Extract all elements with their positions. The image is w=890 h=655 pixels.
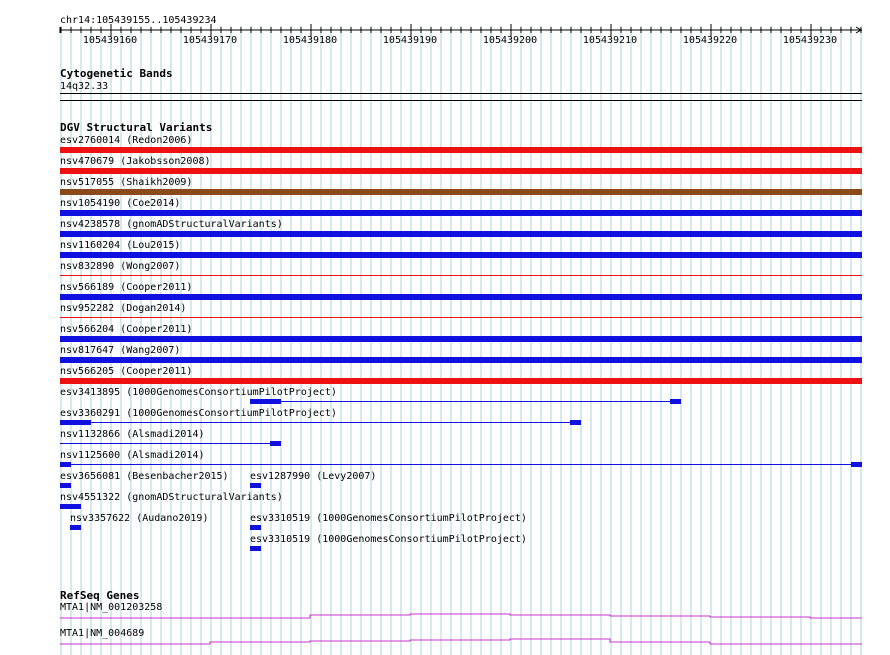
variant-label[interactable]: nsv3357622 (Audano2019) xyxy=(70,513,209,524)
ruler-tick-label: 105439160 xyxy=(82,35,138,46)
ruler-tick-label: 105439200 xyxy=(482,35,538,46)
variant-block[interactable] xyxy=(250,399,281,404)
ruler-tick-label: 105439210 xyxy=(582,35,638,46)
ruler-tick-label: 105439230 xyxy=(782,35,838,46)
variant-bar-blue[interactable] xyxy=(60,231,862,237)
variant-bar-blue[interactable] xyxy=(60,210,862,216)
variant-block[interactable] xyxy=(851,462,862,467)
variant-label[interactable]: esv3310519 (1000GenomesConsortiumPilotProject) xyxy=(250,534,527,545)
gene-model[interactable] xyxy=(0,610,890,622)
variant-label[interactable]: nsv1160204 (Lou2015) xyxy=(60,240,181,251)
refseq-track-title: RefSeq Genes xyxy=(60,589,140,602)
variant-line-red[interactable] xyxy=(60,317,862,318)
variant-connector[interactable] xyxy=(91,422,570,423)
gene-label[interactable]: MTA1|NM_001203258 xyxy=(60,602,163,613)
variant-block[interactable] xyxy=(250,546,261,551)
variant-block[interactable] xyxy=(70,525,81,530)
gene-label[interactable]: MTA1|NM_004689 xyxy=(60,628,145,639)
variant-connector[interactable] xyxy=(281,401,670,402)
variant-label[interactable]: nsv566204 (Cooper2011) xyxy=(60,324,193,335)
ruler-tick-label: 105439180 xyxy=(282,35,338,46)
gene-model[interactable] xyxy=(0,636,890,648)
variant-label[interactable]: nsv470679 (Jakobsson2008) xyxy=(60,156,211,167)
variant-block[interactable] xyxy=(60,483,71,488)
variant-bar-blue[interactable] xyxy=(60,357,862,363)
ruler-tick-label: 105439220 xyxy=(682,35,738,46)
variant-label[interactable]: nsv4238578 (gnomADStructuralVariants) xyxy=(60,219,283,230)
variant-label[interactable]: esv3310519 (1000GenomesConsortiumPilotProject) xyxy=(250,513,527,524)
variant-connector[interactable] xyxy=(71,464,851,465)
variant-label[interactable]: nsv1125600 (Alsmadi2014) xyxy=(60,450,205,461)
variant-label[interactable]: esv3656081 (Besenbacher2015) xyxy=(60,471,229,482)
variant-bar-blue[interactable] xyxy=(60,336,862,342)
variant-block[interactable] xyxy=(250,525,261,530)
variant-label[interactable]: nsv817647 (Wang2007) xyxy=(60,345,181,356)
variant-label[interactable]: nsv952282 (Dogan2014) xyxy=(60,303,187,314)
variant-bar-brown[interactable] xyxy=(60,189,862,195)
variant-block[interactable] xyxy=(570,420,581,425)
variant-label[interactable]: nsv1132866 (Alsmadi2014) xyxy=(60,429,205,440)
variant-label[interactable]: nsv1054190 (Coe2014) xyxy=(60,198,181,209)
variant-block[interactable] xyxy=(60,420,91,425)
cytoband-track-title: Cytogenetic Bands xyxy=(60,67,173,80)
variant-label[interactable]: nsv566189 (Cooper2011) xyxy=(60,282,193,293)
variant-bar-red[interactable] xyxy=(60,378,862,384)
variant-block[interactable] xyxy=(270,441,281,446)
cytoband-line xyxy=(60,93,862,94)
variant-connector[interactable] xyxy=(60,443,270,444)
variant-label[interactable]: nsv832890 (Wong2007) xyxy=(60,261,181,272)
variant-block[interactable] xyxy=(60,462,71,467)
variant-block[interactable] xyxy=(670,399,681,404)
variant-bar-blue[interactable] xyxy=(60,252,862,258)
variant-bar-red[interactable] xyxy=(60,168,862,174)
variant-label[interactable]: esv3360291 (1000GenomesConsortiumPilotProject) xyxy=(60,408,337,419)
variant-block[interactable] xyxy=(250,483,261,488)
variant-label[interactable]: nsv517055 (Shaikh2009) xyxy=(60,177,193,188)
variant-block[interactable] xyxy=(60,504,81,509)
variant-line-red[interactable] xyxy=(60,275,862,276)
ruler-tick-label: 105439190 xyxy=(382,35,438,46)
variant-bar-red[interactable] xyxy=(60,147,862,153)
variant-label[interactable]: nsv566205 (Cooper2011) xyxy=(60,366,193,377)
cytoband-label: 14q32.33 xyxy=(60,81,109,92)
variant-bar-blue[interactable] xyxy=(60,294,862,300)
variant-label[interactable]: esv1287990 (Levy2007) xyxy=(250,471,377,482)
track-separator xyxy=(60,100,862,101)
dgv-track-title: DGV Structural Variants xyxy=(60,121,213,134)
ruler-location: chr14:105439155..105439234 xyxy=(60,15,217,26)
variant-label[interactable]: nsv4551322 (gnomADStructuralVariants) xyxy=(60,492,283,503)
variant-label[interactable]: esv2760014 (Redon2006) xyxy=(60,135,193,146)
ruler-tick-label: 105439170 xyxy=(182,35,238,46)
variant-label[interactable]: esv3413895 (1000GenomesConsortiumPilotProject) xyxy=(60,387,337,398)
